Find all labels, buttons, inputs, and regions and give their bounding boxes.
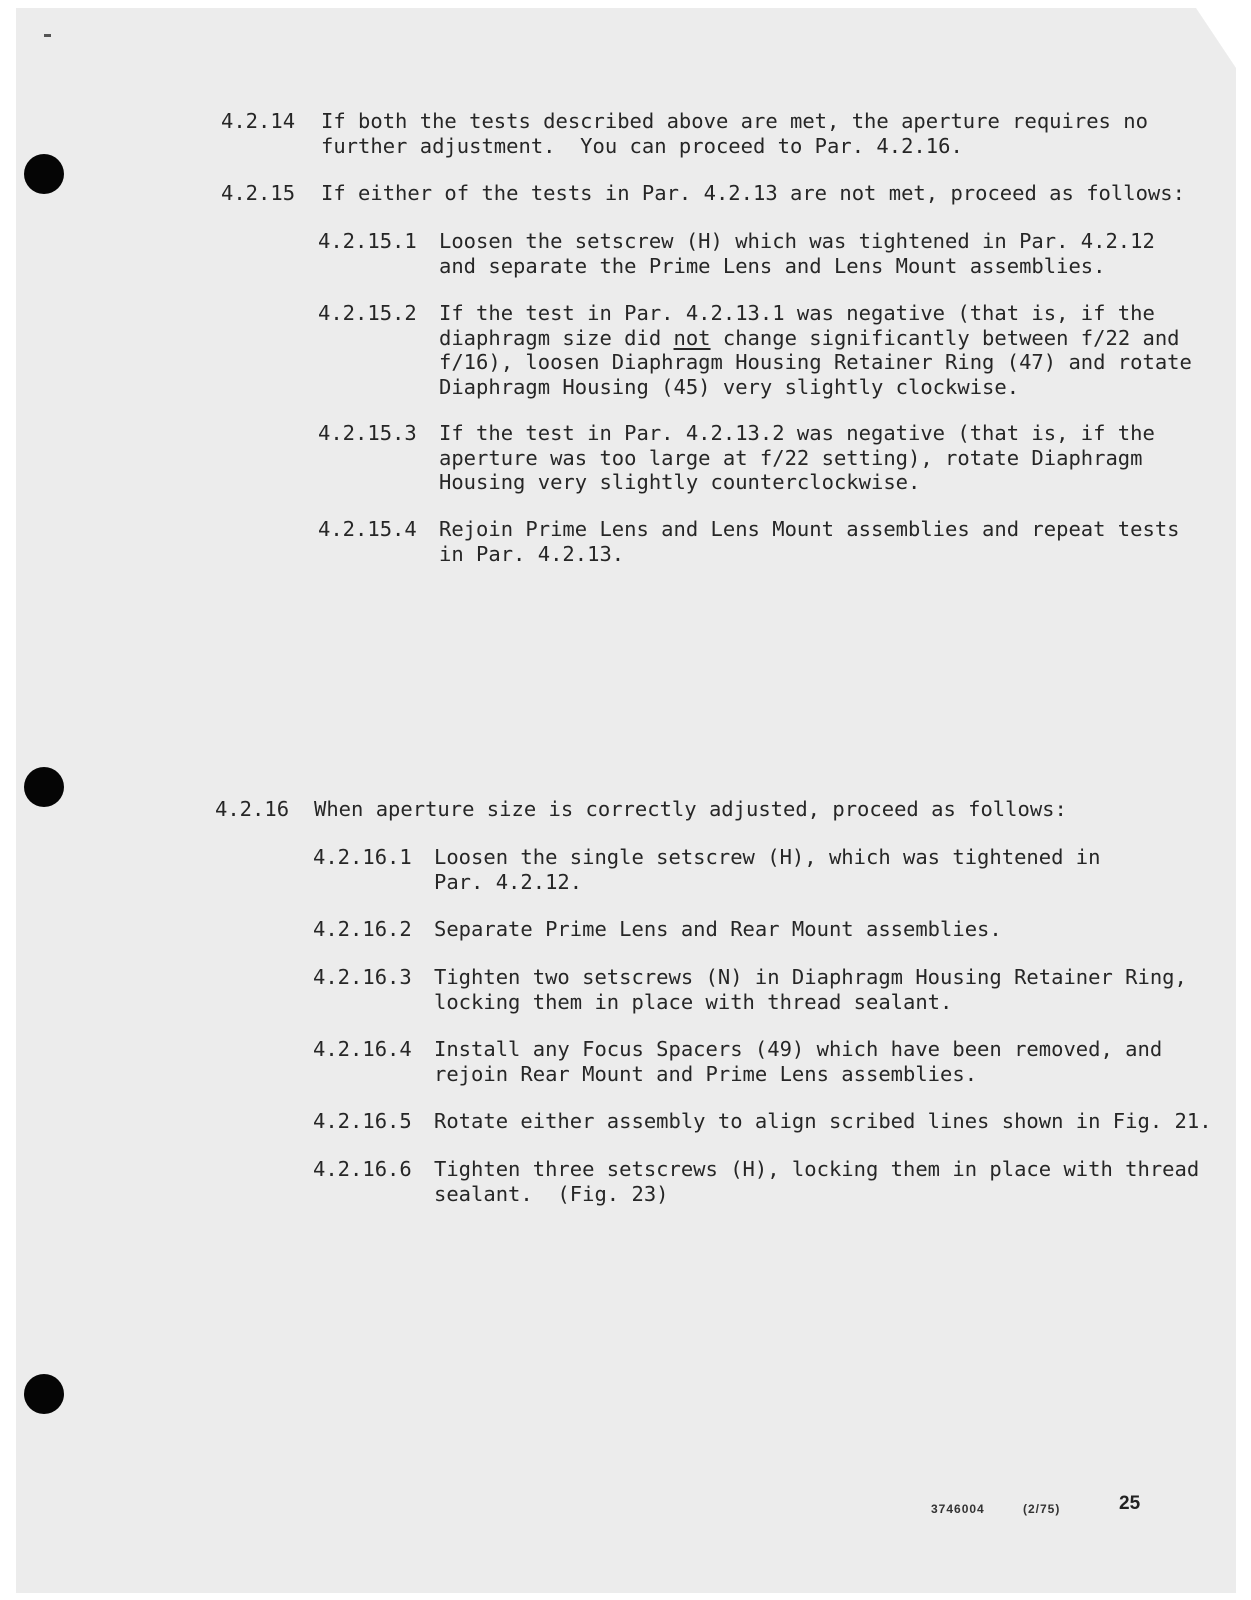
paragraph-number: 4.2.16.5	[313, 1109, 412, 1133]
paragraph-text: If the test in Par. 4.2.13.2 was negative (that is, if the aperture was too large at f/22 setting), rotate Diaphragm Housing very slightly counterclockwise.	[439, 421, 1155, 494]
paragraph-text: If both the tests described above are met, the aperture requires no further adjustment. You can proceed to Par. 4.2.16.	[321, 109, 1148, 158]
paragraph-number: 4.2.16.3	[313, 965, 412, 989]
document-page	[16, 8, 1236, 1593]
paragraph-4-2-15-2	[318, 301, 1192, 399]
paragraph-4-2-16-6	[313, 1157, 1200, 1255]
paragraph-number: 4.2.15.4	[318, 517, 417, 541]
scan-speck	[44, 34, 51, 37]
paragraph-4-2-15-4	[318, 517, 1180, 615]
paragraph-number: 4.2.15.2	[318, 301, 417, 325]
paragraph-text: If the test in Par. 4.2.13.1 was negative (that is, if the diaphragm size did not change significantly between f/22 and f/16), loosen Diaphragm Housing Retainer Ring (47) and rotate Diaphragm Housing (45) very slightly clockwise.	[439, 301, 1192, 399]
paragraph-text: Tighten three setscrews (H), locking them in place with thread sealant. (Fig. 23)	[434, 1157, 1200, 1206]
page-number: 25	[1119, 1493, 1141, 1514]
binder-hole-icon	[24, 1374, 64, 1414]
paragraph-number: 4.2.15.3	[318, 421, 417, 445]
paragraph-text: If either of the tests in Par. 4.2.13 are not met, proceed as follows:	[321, 181, 1185, 205]
paragraph-number: 4.2.15.1	[318, 229, 417, 253]
emphasis-underline: not	[673, 325, 711, 350]
paragraph-number: 4.2.14	[221, 109, 296, 133]
paragraph-text: Loosen the single setscrew (H), which was tightened in Par. 4.2.12.	[434, 845, 1101, 894]
paragraph-number: 4.2.16	[215, 797, 290, 821]
paragraph-number: 4.2.16.4	[313, 1037, 412, 1061]
paragraph-4-2-15-3	[318, 421, 1155, 519]
binder-hole-icon	[24, 154, 64, 194]
paragraph-number: 4.2.16.6	[313, 1157, 412, 1181]
paragraph-text: Install any Focus Spacers (49) which have been removed, and rejoin Rear Mount and Prime Lens assemblies.	[434, 1037, 1163, 1086]
paragraph-number: 4.2.16.1	[313, 845, 412, 869]
revision-date: (2/75)	[1023, 1502, 1061, 1516]
paragraph-text: When aperture size is correctly adjusted, proceed as follows:	[314, 797, 1067, 821]
paragraph-text: Rotate either assembly to align scribed lines shown in Fig. 21.	[434, 1109, 1212, 1133]
binder-hole-icon	[24, 767, 64, 807]
paragraph-text: Tighten two setscrews (N) in Diaphragm Housing Retainer Ring, locking them in place with thread sealant.	[434, 965, 1187, 1014]
paragraph-number: 4.2.16.2	[313, 917, 412, 941]
paragraph-text: Rejoin Prime Lens and Lens Mount assemblies and repeat tests in Par. 4.2.13.	[439, 517, 1180, 566]
document-number: 3746004	[931, 1502, 985, 1516]
paragraph-text: Loosen the setscrew (H) which was tightened in Par. 4.2.12 and separate the Prime Lens and Lens Mount assemblies.	[439, 229, 1155, 278]
folded-corner	[1196, 8, 1236, 68]
paragraph-number: 4.2.15	[221, 181, 296, 205]
paragraph-text: Separate Prime Lens and Rear Mount assemblies.	[434, 917, 1002, 941]
